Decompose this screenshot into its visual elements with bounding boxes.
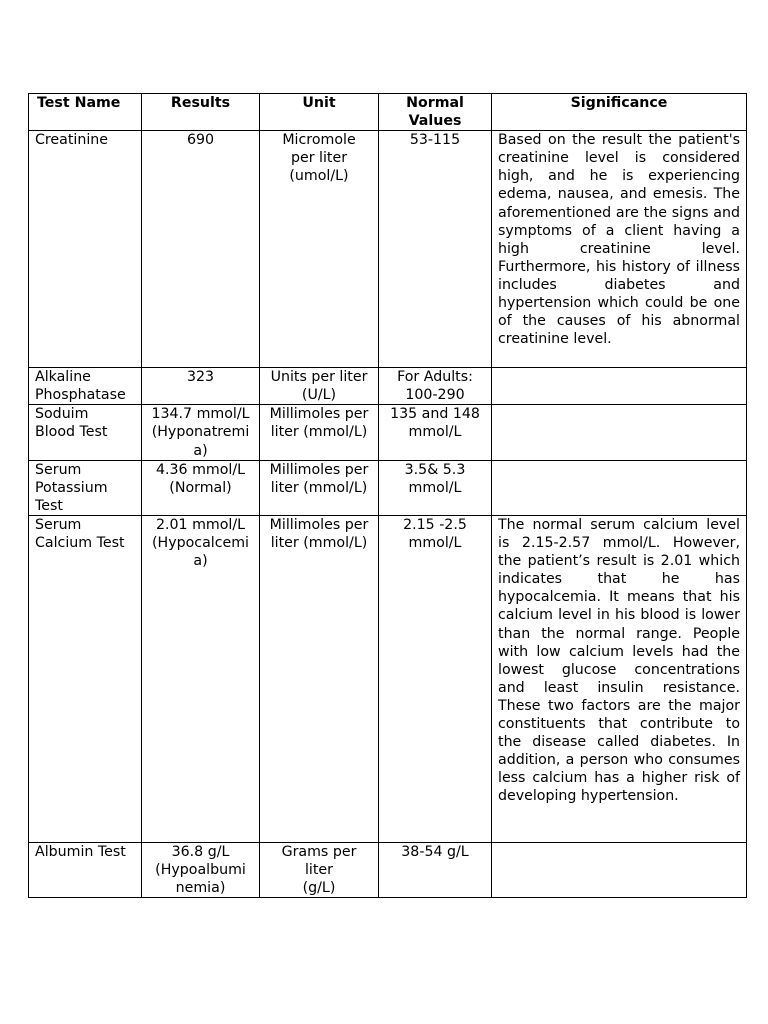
result-cell: 4.36 mmol/L (Normal)	[142, 460, 260, 515]
result-cell: 323	[142, 368, 260, 405]
significance-cell	[492, 842, 747, 897]
normal-values-cell: 53-115	[379, 131, 492, 368]
header-normal-values: Normal Values	[379, 94, 492, 131]
test-name-cell: Albumin Test	[29, 842, 142, 897]
significance-cell: The normal serum calcium level is 2.15-2.57 mmol/L. However, the patient’s result is 2.01 which indicates that he has hypocalcemia. It means that his calcium level in his blood is lower than the normal range. People with low calcium levels had the lowest glucose concentrations and least insulin resistance. These two factors are the major constituents that contribute to the disease called diabetes. In addition, a person who consumes less calcium has a higher risk of developing hypertension.	[492, 515, 747, 842]
table-row	[29, 460, 747, 515]
result-cell: 36.8 g/L (Hypoalbumi nemia)	[142, 842, 260, 897]
table-row	[29, 842, 747, 897]
test-name-cell: Serum Potassium Test	[29, 460, 142, 515]
result-cell: 2.01 mmol/L (Hypocalcemi a)	[142, 515, 260, 842]
table-row	[29, 405, 747, 460]
header-significance: Significance	[492, 94, 747, 131]
unit-cell: Millimoles per liter (mmol/L)	[260, 405, 379, 460]
lab-results-table	[28, 93, 747, 898]
unit-cell: Micromole per liter (umol/L)	[260, 131, 379, 368]
result-cell: 690	[142, 131, 260, 368]
header-row	[29, 94, 747, 131]
table-row	[29, 368, 747, 405]
header-test-name: Test Name	[29, 94, 142, 131]
significance-cell	[492, 368, 747, 405]
normal-values-cell: For Adults: 100-290	[379, 368, 492, 405]
test-name-cell: Soduim Blood Test	[29, 405, 142, 460]
result-cell: 134.7 mmol/L (Hyponatremi a)	[142, 405, 260, 460]
significance-cell	[492, 460, 747, 515]
significance-cell: Based on the result the patient's creatinine level is considered high, and he is experiencing edema, nausea, and emesis. The aforementioned are the signs and symptoms of a client having a high creatinine level. Furthermore, his history of illness includes diabetes and hypertension which could be one of the causes of his abnormal creatinine level.	[492, 131, 747, 368]
normal-values-cell: 135 and 148 mmol/L	[379, 405, 492, 460]
table-row	[29, 515, 747, 842]
unit-cell: Millimoles per liter (mmol/L)	[260, 460, 379, 515]
unit-cell: Units per liter (U/L)	[260, 368, 379, 405]
test-name-cell: Creatinine	[29, 131, 142, 368]
significance-cell	[492, 405, 747, 460]
unit-cell: Millimoles per liter (mmol/L)	[260, 515, 379, 842]
table-row	[29, 131, 747, 368]
normal-values-cell: 38-54 g/L	[379, 842, 492, 897]
test-name-cell: Serum Calcium Test	[29, 515, 142, 842]
test-name-cell: Alkaline Phosphatase	[29, 368, 142, 405]
document-page	[28, 93, 746, 898]
header-results: Results	[142, 94, 260, 131]
normal-values-cell: 2.15 -2.5 mmol/L	[379, 515, 492, 842]
unit-cell: Grams per liter (g/L)	[260, 842, 379, 897]
normal-values-cell: 3.5& 5.3 mmol/L	[379, 460, 492, 515]
header-unit: Unit	[260, 94, 379, 131]
